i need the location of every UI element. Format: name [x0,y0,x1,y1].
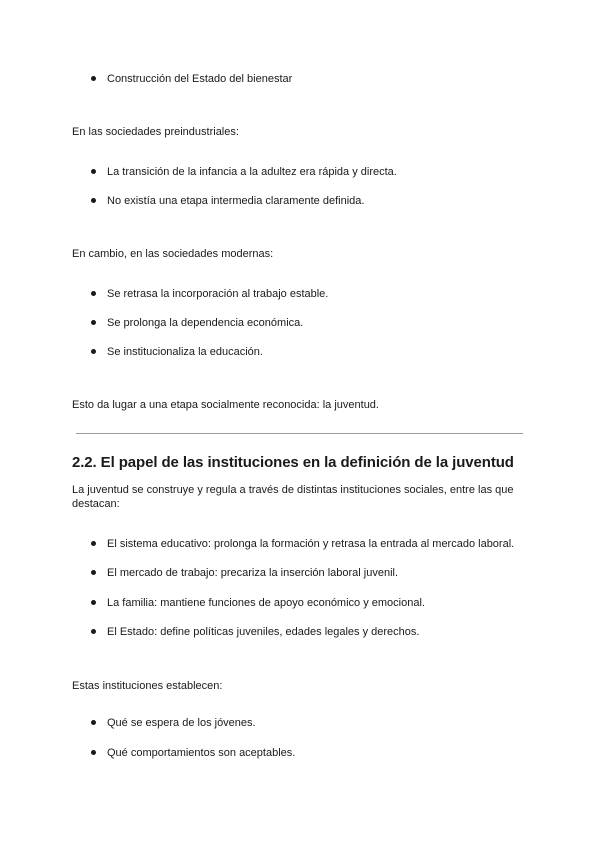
paragraph-establish-intro: Estas instituciones establecen: [72,680,223,692]
bullet-marker [91,349,96,354]
bullet-marker [91,720,96,725]
paragraph-preindustrial-intro: En las sociedades preindustriales: [72,126,239,138]
bullet-marker [91,320,96,325]
list-item: No existía una etapa intermedia claramente definida. [107,195,365,207]
list-item: El mercado de trabajo: precariza la inserción laboral juvenil. [107,567,399,579]
paragraph-institutions-intro-line1: La juventud se construye y regula a través de distintas instituciones sociales, entre las que [72,484,514,496]
bullet-marker [91,169,96,174]
list-item: La familia: mantiene funciones de apoyo económico y emocional. [107,597,425,609]
list-item: Se retrasa la incorporación al trabajo estable. [107,288,329,300]
list-item: La transición de la infancia a la adultez era rápida y directa. [107,166,397,178]
bullet-marker [91,291,96,296]
list-item: Qué se espera de los jóvenes. [107,717,256,729]
bullet-marker [91,629,96,634]
list-item: Qué comportamientos son aceptables. [107,747,296,759]
list-item: Construcción del Estado del bienestar [107,73,293,85]
bullet-marker [91,570,96,575]
bullet-marker [91,600,96,605]
paragraph-institutions-intro-line2: destacan: [72,498,120,510]
bullet-marker [91,76,96,81]
list-item: Se prolonga la dependencia económica. [107,317,304,329]
horizontal-rule [76,433,523,434]
bullet-marker [91,750,96,755]
list-item: Se institucionaliza la educación. [107,346,263,358]
list-item: El Estado: define políticas juveniles, edades legales y derechos. [107,626,420,638]
bullet-marker [91,198,96,203]
section-heading: 2.2. El papel de las instituciones en la definición de la juventud [72,454,514,471]
paragraph-modern-intro: En cambio, en las sociedades modernas: [72,248,274,260]
list-item: El sistema educativo: prolonga la formación y retrasa la entrada al mercado laboral. [107,538,515,550]
paragraph-conclusion: Esto da lugar a una etapa socialmente reconocida: la juventud. [72,399,379,411]
bullet-marker [91,541,96,546]
